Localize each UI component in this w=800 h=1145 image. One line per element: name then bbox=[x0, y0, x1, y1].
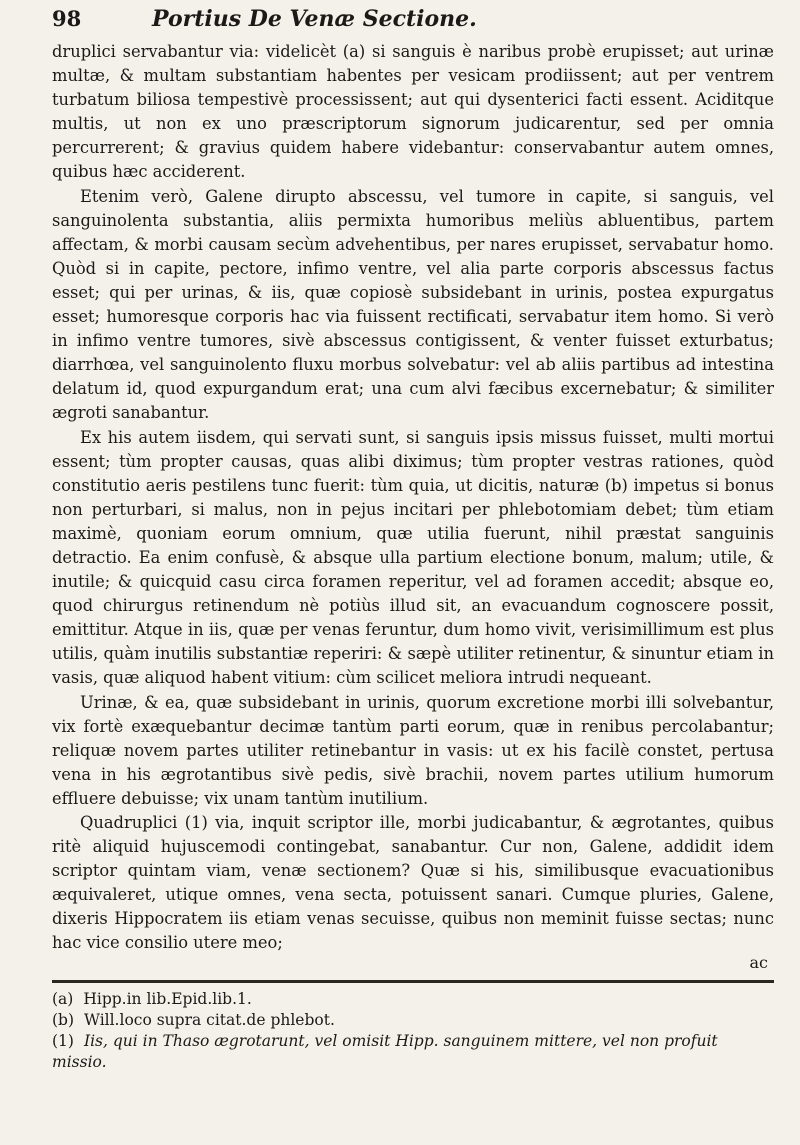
paragraph: Urinæ, & ea, quæ subsidebant in urinis, quorum excretione morbi illi solvebantur, vix fortè exæquebantur decimæ tantùm parti eorum, quæ in renibus percolabantur; reliquæ novem partes utiliter retinebantur in vasis: ut ex his facilè constet, pertusa vena in his ægrotantibus sivè pedis, sivè brachii, novem partes utilium humorum effluere debuisse; vix unam tantùm inutilium. bbox=[52, 692, 774, 808]
running-title: Portius De Venæ Sectione. bbox=[152, 6, 477, 32]
paragraph: Etenim verò, Galene dirupto abscessu, vel tumore in capite, si sanguis, vel sanguinolenta substantia, aliis permixta humoribus meliùs abluentibus, partem affectam, & morbi causam secùm advehentibus, per nares erupisset, servabatur homo. Quòd si in capite, pectore, infimo ventre, vel alia parte corporis abscessus factus esset; qui per urinas, & iis, quæ copiosè subsidebant in urinis, postea expurgatus esset; humoresque corporis hac via fuissent rectificati, servabatur item homo. Si verò in infimo ventre tumores, sivè abscessus contigissent, & venter fuisset exturbatus; diarrhœa, vel sanguinolento fluxu morbus solvebatur: vel ab aliis partibus ad intestina delatum id, quod expurgandum erat; una cum alvi fæcibus excernebatur; & similiter ægroti sanabantur. bbox=[52, 186, 774, 423]
main-text bbox=[52, 40, 774, 956]
running-head bbox=[52, 6, 774, 36]
footnote-marker: (b) bbox=[52, 1010, 75, 1029]
footnote-text: Will.loco supra citat.de phlebot. bbox=[84, 1010, 335, 1029]
footnote bbox=[52, 1010, 774, 1031]
paragraph: druplici servabantur via: videlicèt (a) si sanguis è naribus probè erupisset; aut urinæ multæ, & multam substantiam habentes per vesicam prodiissent; aut per ventrem turbatum biliosa tempestivè processissent; aut qui dysenterici facti essent. Aciditque multis, ut non ex uno præscriptorum signorum judicarentur, sed per omnia percurrerent; & gravius quidem habere videbantur: conservabantur autem omnes, quibus hæc acciderent. bbox=[52, 42, 774, 182]
footnotes bbox=[52, 989, 774, 1073]
page-number: 98 bbox=[52, 6, 82, 31]
footnote-divider bbox=[52, 980, 774, 983]
paragraph: Quadruplici (1) via, inquit scriptor ille, morbi judicabantur, & ægrotantes, quibus ritè aliquid hujuscemodi contingebat, sanabantur. Cur non, Galene, addidit idem scriptor quintam viam, venæ sectionem? Quæ si his, similibusque evacuationibus æquivaleret, utique omnes, vena secta, potuissent sanari. Cumque pluries, Galene, dixeris Hippocratem iis etiam venas secuisse, quibus non meminit fuisse sectas; nunc hac vice consilio utere meo; bbox=[52, 813, 774, 953]
footnote-text: Hipp.in lib.Epid.lib.1. bbox=[83, 989, 252, 1008]
footnote-marker: (a) bbox=[52, 989, 74, 1008]
paragraph: Ex his autem iisdem, qui servati sunt, si sanguis ipsis missus fuisset, multi mortui essent; tùm propter causas, quas alibi diximus; tùm propter vestras rationes, quòd constitutio aeris pestilens tunc fuerit: tùm quia, ut dicitis, naturæ (b) impetus si bonus non perturbari, si malus, non in pejus incitari per phlebotomiam debet; tùm etiam maximè, quoniam eorum omnium, quæ utilia fuerunt, nihil præstat sanguinis detractio. Ea enim confusè, & absque ulla partium electione bonum, malum; utile, & inutile; & quicquid casu circa foramen reperitur, vel ad foramen accedit; absque eo, quod chirurgus retinendum nè potiùs illud sit, an evacuandum cognoscere possit, emittitur. Atque in iis, quæ per venas feruntur, dum homo vivit, verisimillimum est plus utilis, quàm inutilis substantiæ reperiri: & sæpè utiliter retinentur, & sinuntur etiam in vasis, quæ aliquod habent vitium: cùm scilicet meliora intrudi nequeant. bbox=[52, 427, 774, 688]
footnote bbox=[52, 989, 774, 1010]
catchword: ac bbox=[749, 952, 768, 972]
book-page bbox=[52, 6, 774, 1136]
footnote bbox=[52, 1031, 774, 1073]
footnote-text: Iis, qui in Thaso ægrotarunt, vel omisit Hipp. sanguinem mittere, vel non profuit missio. bbox=[52, 1031, 718, 1071]
footnote-marker: (1) bbox=[52, 1031, 74, 1050]
